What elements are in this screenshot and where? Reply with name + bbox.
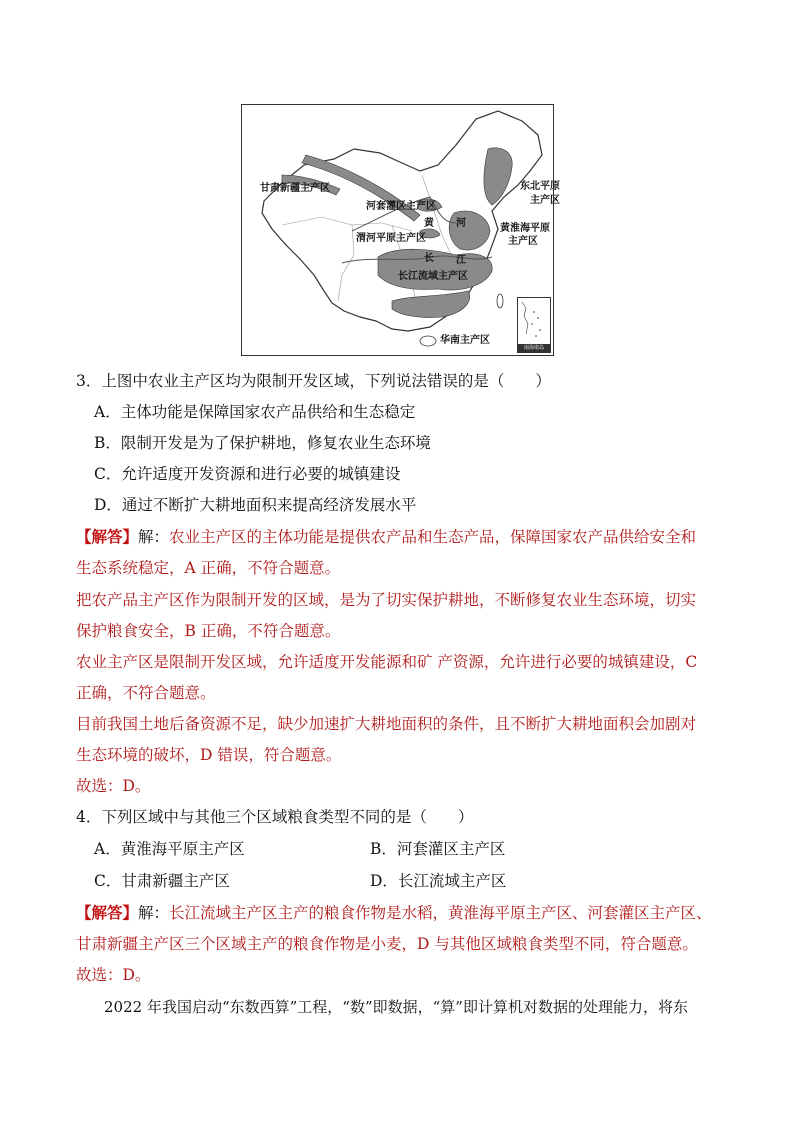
q4-option-d: D．长江流域主产区 — [370, 872, 507, 890]
label-hetao: 河套灌区主产区 — [366, 201, 436, 212]
q3-option-c: C．允许适度开发资源和进行必要的城镇建设 — [94, 465, 401, 483]
q3-answer-line-2: 生态系统稳定，A 正确，不符合题意。 — [76, 559, 341, 577]
label-huanan: 华南主产区 — [440, 335, 490, 346]
q3-answer-line-6: 正确，不符合题意。 — [76, 684, 216, 702]
q4-option-a: A．黄淮海平原主产区 — [94, 840, 245, 858]
q3-option-a: A．主体功能是保障国家农产品供给和生态稳定 — [94, 403, 416, 421]
label-changjiang: 长江流域主产区 — [398, 271, 468, 282]
taiwan-island — [497, 294, 503, 308]
zone-changjiang — [378, 249, 492, 290]
label-weihe: 渭河平原主产区 — [356, 233, 426, 244]
q3-answer-line-3: 把农产品主产区作为限制开发的区域，是为了切实保护耕地，不断修复农业生态环境，切实 — [76, 591, 697, 609]
footer-passage: 2022 年我国启动“东数西算”工程，“数”即数据，“算”即计算机对数据的处理能力，将东 — [104, 998, 688, 1016]
answer-text: 长江流域主产区主产的粮食作物是水稻，黄淮海平原主产区、河套灌区主产区、 — [169, 904, 712, 922]
label-yangtze-2: 江 — [456, 255, 466, 266]
inset-label: 南海诸岛 — [518, 344, 550, 352]
q3-option-d: D．通过不断扩大耕地面积来提高经济发展水平 — [94, 496, 417, 514]
q3-answer-line-7: 目前我国土地后备资源不足，缺少加速扩大耕地面积的条件，且不断扩大耕地面积会加剧对 — [76, 715, 697, 733]
answer-tag: 【解答】 — [76, 903, 139, 922]
q4-answer-line-1 — [76, 902, 712, 924]
q4-answer-line-2: 甘肃新疆主产区三个区域主产的粮食作物是小麦，D 与其他区域粮食类型不同，符合题意。 — [76, 935, 698, 953]
q4-choice: 故选：D。 — [76, 966, 151, 984]
label-gansu: 甘肃新疆主产区 — [260, 183, 330, 194]
label-dongbei-1: 东北平原 — [520, 181, 560, 192]
q3-option-b: B．限制开发是为了保护耕地，修复农业生态环境 — [94, 434, 431, 452]
answer-prefix: 解： — [138, 528, 170, 546]
label-huanghuai-2: 主产区 — [508, 236, 538, 247]
label-yangtze-1: 长 — [424, 253, 434, 264]
south-china-sea-inset — [517, 297, 551, 353]
answer-tag: 【解答】 — [76, 527, 139, 546]
q3-answer-line-5: 农业主产区是限制开发区域，允许适度开发能源和矿 产资源，允许进行必要的城镇建设，C — [76, 653, 698, 671]
label-dongbei-2: 主产区 — [530, 195, 560, 206]
zone-dongbei — [484, 148, 512, 205]
answer-text: 农业主产区的主体功能是提供农产品和生态产品，保障国家农产品供给安全和 — [169, 528, 697, 546]
q3-stem: 3．上图中农业主产区均为限制开发区域，下列说法错误的是（ ） — [76, 372, 551, 390]
q4-stem: 4．下列区域中与其他三个区域粮食类型不同的是（ ） — [76, 808, 474, 826]
q3-answer-line-4: 保护粮食安全，B 正确，不符合题意。 — [76, 622, 341, 640]
china-agricultural-zones-map — [241, 104, 560, 356]
hainan-island — [420, 336, 436, 346]
label-huanghuai-1: 黄淮海平原 — [500, 223, 550, 234]
label-yellow-river-2: 河 — [456, 218, 466, 229]
q4-option-c: C．甘肃新疆主产区 — [94, 872, 230, 890]
q4-option-b: B．河套灌区主产区 — [370, 840, 506, 858]
label-yellow-river-1: 黄 — [424, 218, 434, 229]
q3-answer-line-8: 生态环境的破坏，D 错误，符合题意。 — [76, 746, 342, 764]
answer-prefix: 解： — [138, 904, 170, 922]
q3-answer-line-1 — [76, 526, 696, 548]
q3-choice: 故选：D。 — [76, 777, 151, 795]
